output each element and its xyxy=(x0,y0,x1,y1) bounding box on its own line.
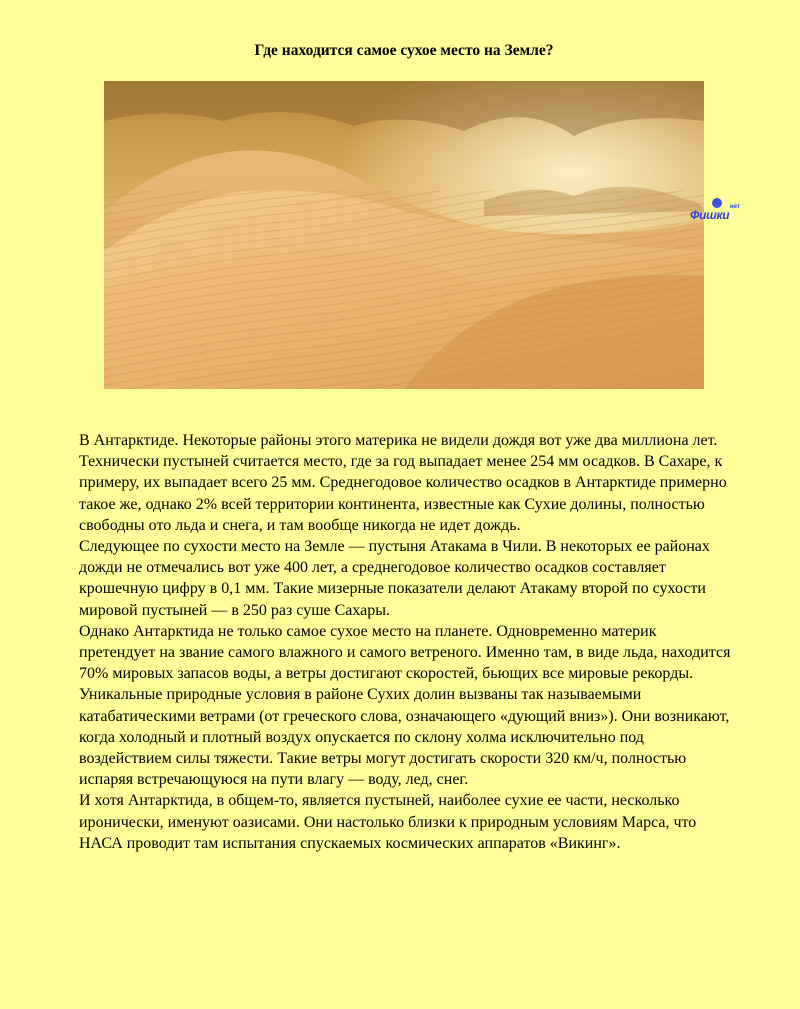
watermark-logo xyxy=(690,204,742,226)
watermark-superscript: нет xyxy=(730,204,740,210)
mascot-icon xyxy=(712,198,722,208)
paragraph: Технически пустыней считается место, где за год выпадает менее 254 мм осадков. В Сахаре, к примеру, их выпадает всего 25 мм. Среднегодовое количество осадков в Антарктиде примерно такое же, однако 2% всей территории континента, известные как Сухие долины, полностью свободны ото льда и снега, и там вообще никогда не идет дождь. xyxy=(79,453,727,534)
paragraph: И хотя Антарктида, в общем-то, является пустыней, наиболее сухие ее части, несколько иронически, именуют оазисами. Они настолько близки к природным условиям Марса, что НАСА проводит там испытания спускаемых космических аппаратов «Викинг». xyxy=(79,792,697,852)
page-title: Где находится самое сухое место на Земле? xyxy=(254,42,554,59)
watermark-text: Фишки xyxy=(690,208,730,222)
paragraph: Следующее по сухости место на Земле — пустыня Атакама в Чили. В некоторых ее районах дожди не отмечались вот уже 400 лет, а среднегодовое количество осадков составляет крошечную цифру в 0,1 мм. Такие мизерные показатели делают Атакаму второй по сухости мировой пустыней — в 250 раз суше Сахары. xyxy=(79,538,710,619)
article-body xyxy=(79,430,735,854)
paragraph: Однако Антарктида не только самое сухое место на планете. Одновременно материк претендует на звание самого влажного и самого ветреного. Именно там, в виде льда, находится 70% мировых запасов воды, а ветры достигают скоростей, бьющих все мировые рекорды. xyxy=(79,622,731,683)
paragraph: Уникальные природные условия в районе Сухих долин вызваны так называемыми катабатическими ветрами (от греческого слова, означающего «дующий вниз»). Они возникают, когда холодный и плотный воздух опускается по склону холма исключительно под воздействием силы тяжести. Такие ветры могут достигать скорости 320 км/ч, полностью испаряя встречающуюся на пути влагу — воду, лед, снег. xyxy=(79,686,730,789)
paragraph: В Антарктиде. Некоторые районы этого материка не видели дождя вот уже два миллиона лет. xyxy=(79,432,718,449)
desert-dunes-photo xyxy=(104,81,704,389)
